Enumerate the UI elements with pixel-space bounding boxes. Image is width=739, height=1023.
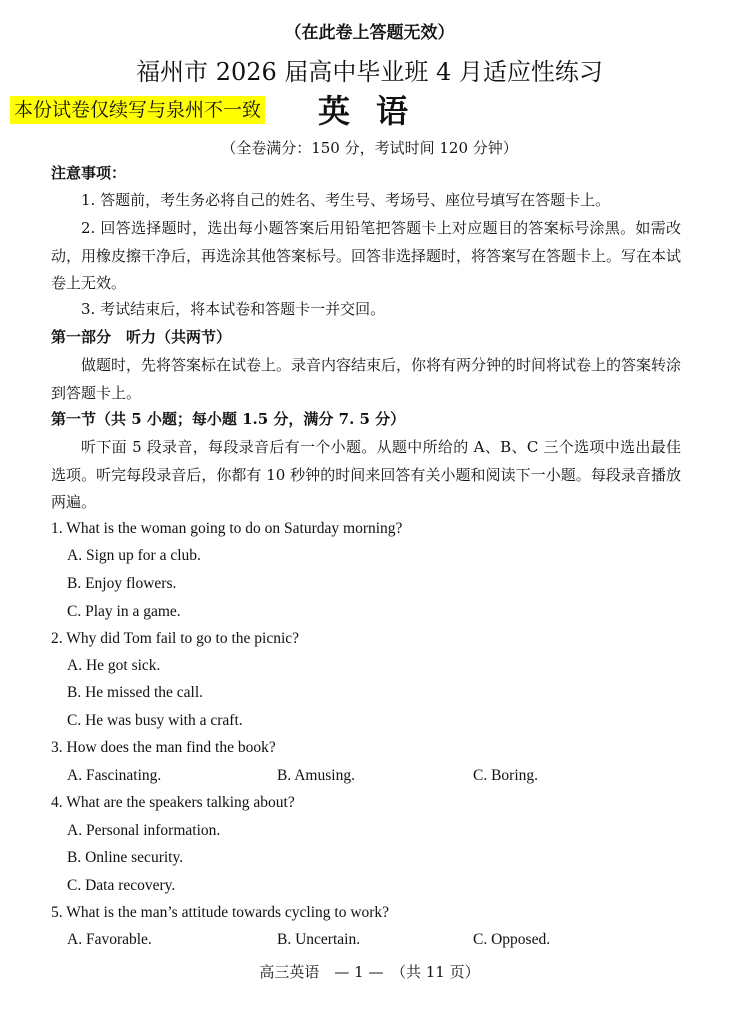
question-4-option-c: C. Data recovery. [67, 877, 176, 894]
instructions-heading: 注意事项： [51, 164, 127, 182]
question-5-option-c: C. Opposed. [473, 931, 551, 948]
score-info: （全卷满分：150 分，考试时间 120 分钟） [221, 139, 518, 157]
question-2-stem: 2. Why did Tom fail to go to the picnic? [51, 630, 300, 647]
question-4-option-b: B. Online security. [67, 849, 184, 866]
highlight-note: 本份试卷仅续写与泉州不一致 [10, 96, 265, 124]
question-1-option-a: A. Sign up for a club. [67, 547, 201, 564]
question-5-option-b: B. Uncertain. [277, 931, 361, 948]
question-2-option-c: C. He was busy with a craft. [67, 712, 243, 729]
question-4-option-a: A. Personal information. [67, 822, 221, 839]
question-3-stem: 3. How does the man find the book? [51, 739, 276, 756]
question-1-option-c: C. Play in a game. [67, 603, 181, 620]
question-3-option-a: A. Fascinating. [67, 767, 162, 784]
question-5-option-a: A. Favorable. [67, 931, 152, 948]
section1-heading: 第一节（共 5 小题；每小题 1.5 分，满分 7. 5 分） [51, 410, 406, 428]
instruction-item-2: 2. 回答选择题时，选出每小题答案后用铅笔把答题卡上对应题目的答案标号涂黑。如需改动，用橡皮擦干净后，再选涂其他答案标号。回答非选择题时，将答案写在答题卡上。写在本试卷上无效。 [51, 219, 682, 292]
page-footer: 高三英语 — 1 — （共 11 页） [259, 963, 480, 981]
part1-heading: 第一部分 听力（共两节） [51, 328, 232, 346]
exam-title: 福州市 2026 届高中毕业班 4 月适应性练习 [136, 58, 603, 86]
question-3-option-c: C. Boring. [473, 767, 539, 784]
question-3-option-b: B. Amusing. [277, 767, 355, 784]
exam-notice: （在此卷上答题无效） [284, 23, 455, 43]
question-2-option-a: A. He got sick. [67, 657, 161, 674]
part1-intro: 做题时，先将答案标在试卷上。录音内容结束后，你将有两分钟的时间将试卷上的答案转涂到答题卡上。 [51, 356, 682, 402]
question-1-stem: 1. What is the woman going to do on Saturday morning? [51, 520, 403, 537]
subject-title: 英语 [318, 92, 435, 130]
question-4-stem: 4. What are the speakers talking about? [51, 794, 295, 811]
question-5-stem: 5. What is the man’s attitude towards cycling to work? [51, 904, 390, 921]
instruction-item-3: 3. 考试结束后，将本试卷和答题卡一并交回。 [81, 300, 386, 318]
instruction-item-1: 1. 答题前，考生务必将自己的姓名、考生号、考场号、座位号填写在答题卡上。 [81, 191, 611, 209]
question-1-option-b: B. Enjoy flowers. [67, 575, 177, 592]
section1-intro: 听下面 5 段录音，每段录音后有一个小题。从题中所给的 A、B、C 三个选项中选出最佳选项。听完每段录音后，你都有 10 秒钟的时间来回答有关小题和阅读下一小题。每段录音播放两遍。 [51, 438, 681, 511]
question-2-option-b: B. He missed the call. [67, 684, 204, 701]
